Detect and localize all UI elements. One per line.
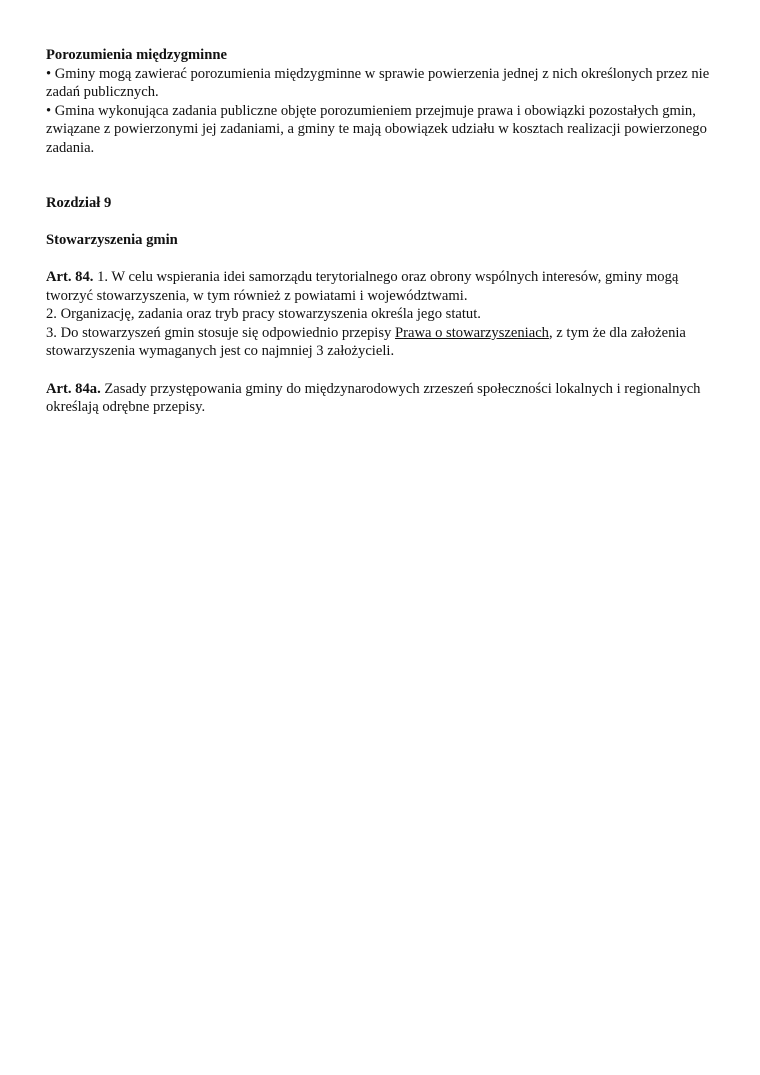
article-84a-paragraph: Art. 84a. Zasady przystępowania gminy do międzynarodowych zrzeszeń społeczności lokalnych i regionalnych określają odrębne przepisy.: [46, 380, 701, 416]
chapter-subtitle: Stowarzyszenia gmin: [46, 231, 178, 248]
bullet-item: • Gmina wykonująca zadania publiczne objęte porozumieniem przejmuje prawa i obowiązki pozostałych gmin, związane z powierzonymi jej zadaniami, a gminy te mają obowiązek udziału w kosztach realizacji powierzonego zadania.: [46, 102, 707, 156]
law-link[interactable]: Prawa o stowarzyszeniach: [394, 324, 549, 341]
article-84-paragraph-3: 3. Do stowarzyszeń gmin stosuje się odpowiednio przepisy Prawa o stowarzyszeniach, z tym że dla założenia stowarzyszenia wymaganych jest co najmniej 3 założycieli.: [46, 324, 686, 360]
article-84-paragraph-2: 2. Organizację, zadania oraz tryb pracy stowarzyszenia określa jego statut.: [46, 306, 481, 323]
bullet-icon: •: [46, 102, 52, 119]
article-label: Art. 84.: [46, 268, 94, 285]
bullet-item: • Gminy mogą zawierać porozumienia międzygminne w sprawie powierzenia jednej z nich określonych przez nie zadań publicznych.: [46, 65, 710, 101]
article-label: Art. 84a.: [46, 380, 101, 397]
chapter-title: Rozdział 9: [46, 194, 112, 211]
section-heading: Porozumienia międzygminne: [46, 47, 227, 63]
bullet-icon: •: [46, 65, 52, 82]
article-84-paragraph-1: Art. 84. 1. W celu wspierania idei samorządu terytorialnego oraz obrony wspólnych interesów, gminy mogą tworzyć stowarzyszenia, w tym również z powiatami i województwami.: [46, 268, 679, 304]
document-page: [46, 46, 722, 417]
